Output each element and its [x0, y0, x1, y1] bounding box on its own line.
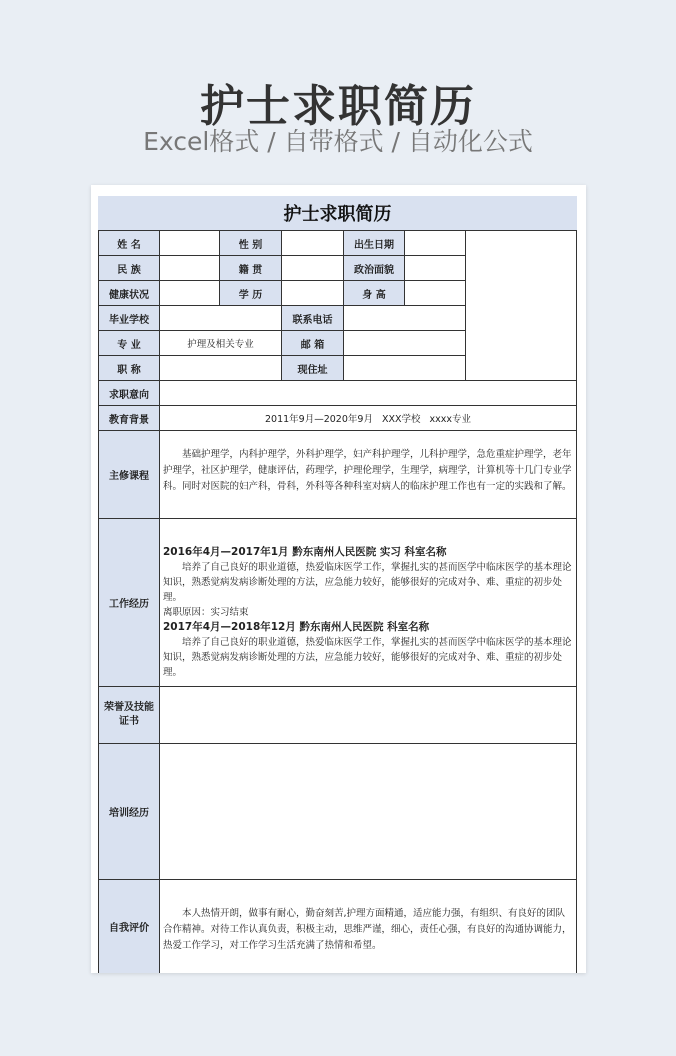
field-work[interactable]: [160, 519, 577, 687]
self-eval-text: 本人热情开朗，做事有耐心，勤奋刻苦,护理方面精通，适应能力强，有组织、有良好的团队合作精神。对待工作认真负责，积极主动，思维严谨，细心，责任心强，有良好的沟通协调能力，热爱工作学习，对工作学习生活充满了热情和希望。: [163, 908, 572, 951]
label-origin: 籍 贯: [220, 256, 282, 281]
field-self-eval[interactable]: [160, 880, 577, 973]
label-address: 现住址: [282, 356, 344, 381]
field-ethnicity[interactable]: [160, 256, 220, 281]
field-phone[interactable]: [344, 306, 466, 331]
label-work: 工作经历: [98, 519, 160, 687]
field-birth[interactable]: [405, 231, 466, 256]
field-politics[interactable]: [405, 256, 466, 281]
resume-form: [98, 196, 577, 973]
label-training: 培训经历: [98, 744, 160, 880]
courses-text: 基础护理学，内科护理学，外科护理学，妇产科护理学，儿科护理学，急危重症护理学，老年护理学，社区护理学，健康评估，药理学，护理伦理学，生理学，病理学，计算机等十几门专业学科。同时对医院的妇产科，骨科，外科等各种科室对病人的临床护理工作也有一定的实践和了解。: [163, 449, 572, 492]
page-subtitle: Excel格式 / 自带格式 / 自动化公式: [143, 127, 533, 156]
form-title: 护士求职简历: [98, 196, 577, 231]
field-major[interactable]: 护理及相关专业: [160, 331, 282, 356]
label-edu-bg: 教育背景: [98, 406, 160, 431]
label-education-level: 学 历: [220, 281, 282, 306]
field-name[interactable]: [160, 231, 220, 256]
label-name: 姓 名: [98, 231, 160, 256]
label-major: 专 业: [98, 331, 160, 356]
field-courses[interactable]: [160, 431, 577, 519]
field-school[interactable]: [160, 306, 282, 331]
label-politics: 政治面貌: [344, 256, 405, 281]
label-honors: 荣誉及技能证书: [98, 687, 160, 744]
job1-desc: 培养了自己良好的职业道德，热爱临床医学工作，掌握扎实的甚而医学中临床医学的基本理论知识，熟悉觉病发病诊断处理的方法，应急能力较好，能够很好的完成对争、难、重症的初步处理。: [163, 562, 572, 603]
job2-title: 2017年4月—2018年12月 黔东南州人民医院 科室名称: [163, 621, 430, 633]
field-education-level[interactable]: [282, 281, 344, 306]
label-phone: 联系电话: [282, 306, 344, 331]
field-health[interactable]: [160, 281, 220, 306]
label-intent: 求职意向: [98, 381, 160, 406]
field-gender[interactable]: [282, 231, 344, 256]
label-school: 毕业学校: [98, 306, 160, 331]
field-edu-bg[interactable]: 2011年9月—2020年9月 XXX学校 xxxx专业: [160, 406, 577, 431]
label-job-title: 职 称: [98, 356, 160, 381]
resume-sheet: [91, 185, 586, 973]
label-birth: 出生日期: [344, 231, 405, 256]
label-courses: 主修课程: [98, 431, 160, 519]
photo-area[interactable]: [466, 231, 577, 381]
label-ethnicity: 民 族: [98, 256, 160, 281]
field-intent[interactable]: [160, 381, 577, 406]
field-origin[interactable]: [282, 256, 344, 281]
job1-leave-reason: 离职原因：实习结束: [163, 607, 249, 618]
label-gender: 性 别: [220, 231, 282, 256]
label-email: 邮 箱: [282, 331, 344, 356]
field-job-title[interactable]: [160, 356, 282, 381]
field-height[interactable]: [405, 281, 466, 306]
label-height: 身 高: [344, 281, 405, 306]
job1-title: 2016年4月—2017年1月 黔东南州人民医院 实习 科室名称: [163, 546, 447, 558]
field-email[interactable]: [344, 331, 466, 356]
job2-desc: 培养了自己良好的职业道德，热爱临床医学工作，掌握扎实的甚而医学中临床医学的基本理论知识，熟悉觉病发病诊断处理的方法，应急能力较好，能够很好的完成对争、难、重症的初步处理。: [163, 637, 572, 678]
field-address[interactable]: [344, 356, 466, 381]
label-health: 健康状况: [98, 281, 160, 306]
field-honors[interactable]: [160, 687, 577, 744]
label-self-eval: 自我评价: [98, 880, 160, 973]
field-training[interactable]: [160, 744, 577, 880]
page-title: 护士求职简历: [200, 81, 476, 132]
